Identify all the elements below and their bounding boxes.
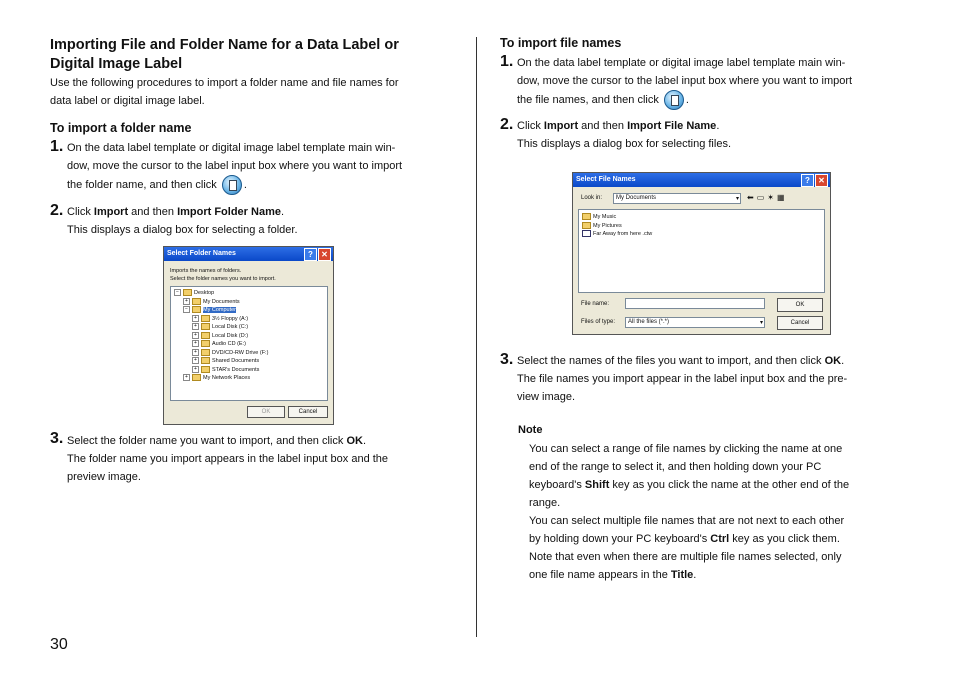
tree-item[interactable] bbox=[174, 298, 324, 307]
tree-item-label: Desktop bbox=[194, 290, 215, 296]
tree-item[interactable] bbox=[174, 349, 324, 358]
folder-icon bbox=[582, 213, 591, 220]
files-step2-text: Click Import and then Import File Name. This displays a dialog box for selecting files. bbox=[517, 120, 731, 150]
ok-button[interactable]: OK bbox=[247, 406, 285, 418]
tree-item-label: Audio CD (E:) bbox=[212, 341, 246, 347]
expand-icon[interactable]: + bbox=[183, 298, 190, 305]
close-button[interactable]: ✕ bbox=[815, 174, 828, 187]
folder-step2-num: 2. bbox=[50, 202, 64, 219]
tree-item-label: 3½ Floppy (A:) bbox=[212, 315, 249, 322]
section-title: Importing File and Folder Name for a Data Label or Digital Image Label bbox=[50, 37, 399, 72]
tree-item[interactable] bbox=[174, 323, 324, 332]
look-in-label: Look in: bbox=[581, 195, 603, 201]
folder-step2-text: Click Import and then Import Folder Name. This displays a dialog box for selecting a folder. bbox=[67, 206, 298, 236]
tree-item-label: My Computer bbox=[203, 307, 237, 313]
folder-icon bbox=[183, 289, 192, 296]
folder-icon bbox=[192, 298, 201, 305]
files-subheading: To import file names bbox=[500, 36, 622, 50]
dialog-titlebar: Select File Names ? ✕ bbox=[573, 173, 830, 187]
tree-item[interactable] bbox=[174, 289, 324, 298]
folder-icon bbox=[201, 323, 210, 330]
cancel-button[interactable]: Cancel bbox=[777, 316, 823, 330]
tree-item[interactable] bbox=[174, 340, 324, 349]
dialog-prompt: Imports the names of folders. Select the folder names you want to import. bbox=[170, 268, 276, 282]
file-item-label: Far Away from here .ctw bbox=[593, 231, 653, 237]
expand-icon[interactable]: + bbox=[192, 332, 199, 339]
note-text: You can select a range of file names by clicking the name at one end of the range to select it, and then holding down your PC keyboard's Shift key as you click the name at the other end of the range. You can select multiple file names that are not next to each other by holding down your PC keyboard's Ctrl key as you click them. Note that even when there are multiple file names selected, only one file name appears in the Title. bbox=[529, 443, 850, 581]
tree-item[interactable] bbox=[174, 306, 324, 315]
tree-item-label: My Network Places bbox=[203, 375, 251, 381]
folder-step1-text: On the data label template or digital image label template main win- dow, move the cursor to the label input box where you want to import the folder name, and then click . bbox=[67, 139, 457, 195]
folder-icon bbox=[201, 349, 210, 356]
close-button[interactable]: ✕ bbox=[318, 248, 331, 261]
file-item[interactable] bbox=[582, 222, 821, 231]
tree-item[interactable] bbox=[174, 357, 324, 366]
import-icon[interactable] bbox=[222, 175, 242, 195]
tree-item[interactable] bbox=[174, 315, 324, 324]
help-button[interactable]: ? bbox=[801, 174, 814, 187]
file-icon bbox=[582, 230, 591, 237]
expand-icon[interactable]: − bbox=[174, 289, 181, 296]
folder-icon bbox=[201, 340, 210, 347]
folder-step3-num: 3. bbox=[50, 430, 64, 447]
import-icon[interactable] bbox=[664, 90, 684, 110]
dialog-titlebar: Select Folder Names ? ✕ bbox=[164, 247, 333, 261]
files-step1-text: On the data label template or digital image label template main win- dow, move the cursor to the label input box where you want to import the file names, and then click . bbox=[517, 54, 909, 110]
tree-item[interactable] bbox=[174, 374, 324, 383]
select-folder-dialog bbox=[163, 246, 334, 425]
expand-icon[interactable]: + bbox=[192, 340, 199, 347]
file-item-label: My Pictures bbox=[593, 222, 622, 229]
expand-icon[interactable]: + bbox=[192, 357, 199, 364]
files-step2-num: 2. bbox=[500, 116, 514, 133]
expand-icon[interactable]: + bbox=[192, 315, 199, 322]
file-item-label: My Music bbox=[593, 214, 617, 220]
file-name-input[interactable] bbox=[625, 298, 765, 309]
folder-icon bbox=[201, 315, 210, 322]
file-item[interactable] bbox=[582, 230, 821, 239]
file-type-label: Files of type: bbox=[581, 319, 616, 325]
folder-icon bbox=[192, 374, 201, 381]
folder-icon bbox=[201, 366, 210, 373]
tree-item-label: My Documents bbox=[203, 298, 240, 305]
chevron-down-icon: ▾ bbox=[735, 196, 739, 202]
column-divider bbox=[476, 37, 477, 637]
note-heading: Note bbox=[518, 424, 543, 436]
expand-icon[interactable]: + bbox=[192, 349, 199, 356]
file-name-label: File name: bbox=[581, 301, 610, 307]
tree-item-label: DVD/CD-RW Drive (F:) bbox=[212, 349, 269, 356]
toolbar-icons[interactable]: ⬅▭✶▦ bbox=[747, 193, 788, 202]
tree-item[interactable] bbox=[174, 332, 324, 341]
file-list[interactable] bbox=[578, 209, 825, 293]
files-step3-num: 3. bbox=[500, 351, 514, 368]
file-type-select[interactable]: All the files (*.*) ▾ bbox=[625, 317, 765, 328]
files-step3-text: Select the names of the files you want to import, and then click OK. The file names you import appear in the label input box and the pre- view image. bbox=[517, 355, 848, 403]
folder-step3-text: Select the folder name you want to import, and then click OK. The folder name you import appears in the label input box and the preview image. bbox=[67, 435, 389, 483]
tree-item-label: STAR's Documents bbox=[212, 366, 260, 373]
folder-subheading: To import a folder name bbox=[50, 121, 192, 135]
folder-icon bbox=[582, 222, 591, 229]
tree-item-label: Local Disk (D:) bbox=[212, 332, 249, 339]
tree-item-label: Local Disk (C:) bbox=[212, 324, 249, 330]
expand-icon[interactable]: + bbox=[183, 374, 190, 381]
tree-item[interactable] bbox=[174, 366, 324, 375]
files-step1-num: 1. bbox=[500, 53, 514, 70]
folder-tree[interactable] bbox=[170, 286, 328, 401]
ok-button[interactable]: OK bbox=[777, 298, 823, 312]
file-item[interactable] bbox=[582, 213, 821, 222]
folder-icon bbox=[192, 306, 201, 313]
folder-icon bbox=[201, 332, 210, 339]
folder-icon bbox=[201, 357, 210, 364]
help-button[interactable]: ? bbox=[304, 248, 317, 261]
chevron-down-icon: ▾ bbox=[759, 320, 763, 326]
expand-icon[interactable]: + bbox=[192, 366, 199, 373]
folder-step1-num: 1. bbox=[50, 138, 64, 155]
cancel-button[interactable]: Cancel bbox=[288, 406, 328, 418]
expand-icon[interactable]: + bbox=[192, 323, 199, 330]
intro-text: Use the following procedures to import a folder name and file names for data label or digital image label. bbox=[50, 77, 399, 107]
page-number: 30 bbox=[50, 636, 68, 653]
expand-icon[interactable]: − bbox=[183, 306, 190, 313]
tree-item-label: Shared Documents bbox=[212, 358, 260, 364]
look-in-select[interactable]: My Documents ▾ bbox=[613, 193, 741, 204]
select-files-dialog bbox=[572, 172, 831, 335]
